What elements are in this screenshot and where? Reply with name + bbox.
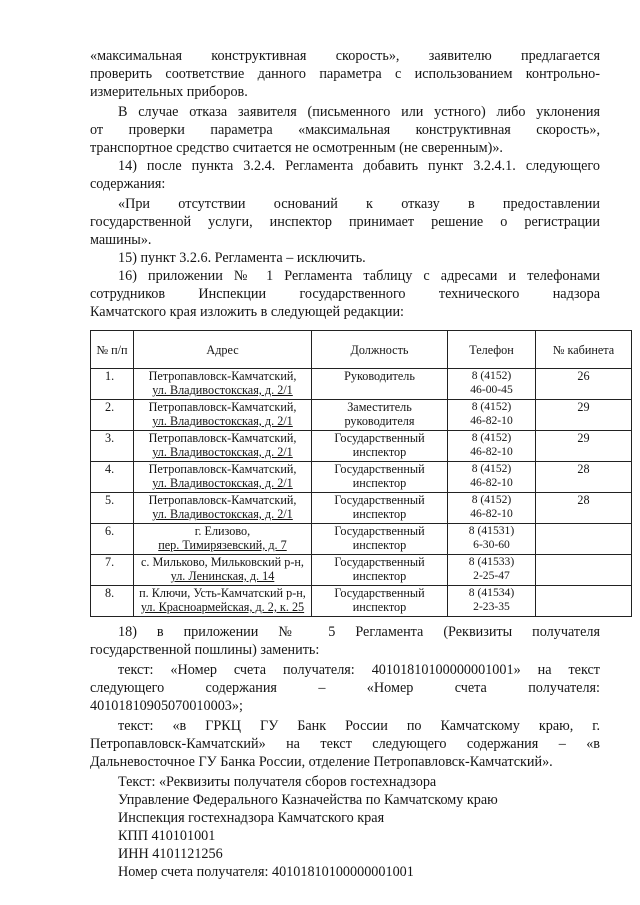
text-line: Номер счета получателя: 40101810100000001001 <box>118 864 414 880</box>
row-cabinet <box>536 586 632 617</box>
phone-number: 46-82-10 <box>470 476 513 489</box>
address-city: Петропавловск-Камчатский, <box>148 400 297 414</box>
address-city: Петропавловск-Камчатский, <box>148 369 297 383</box>
header-cabinet: № кабинета <box>536 331 632 369</box>
phone-code: 8 (41531) <box>468 524 515 537</box>
text-line: Управление Федерального Казначейства по Камчатскому краю <box>118 792 498 808</box>
text-line: КПП 410101001 <box>118 828 216 844</box>
position-line-1: Заместитель <box>347 400 412 414</box>
position-line-2: инспектор <box>352 476 407 490</box>
table-row <box>91 369 632 400</box>
row-position <box>312 369 448 400</box>
position-line-1: Государственный <box>334 431 425 445</box>
text-line: В случае отказа заявителя (письменного или устного) либо уклонения <box>118 104 600 120</box>
row-address <box>134 431 312 462</box>
text-line: «максимальная конструктивная скорость», заявителю предлагается <box>90 48 600 64</box>
header-phone: Телефон <box>448 331 536 369</box>
row-position <box>312 524 448 555</box>
address-street: пер. Тимирязевский, д. 7 <box>158 538 287 552</box>
text-line: «При отсутствии оснований к отказу в предоставлении <box>118 196 600 212</box>
text-line: транспортное средство считается не осмотренным (не сверенным)». <box>90 140 503 156</box>
position-line-2: инспектор <box>352 507 407 521</box>
row-phone <box>448 586 536 617</box>
text-line: 15) пункт 3.2.6. Регламента – исключить. <box>118 250 366 266</box>
text-line: 40101810905070010003»; <box>90 698 243 714</box>
phone-number: 6-30-60 <box>473 538 510 551</box>
address-city: п. Ключи, Усть-Камчатский р-н, <box>139 586 306 600</box>
row-cabinet: 26 <box>536 369 632 400</box>
table-row <box>91 524 632 555</box>
address-street: ул. Владивостокская, д. 2/1 <box>152 383 293 397</box>
text-line: Текст: «Реквизиты получателя сборов гостехнадзора <box>118 774 437 790</box>
text-line: ИНН 4101121256 <box>118 846 223 862</box>
row-cabinet <box>536 555 632 586</box>
text-line: машины». <box>90 232 152 248</box>
row-phone <box>448 462 536 493</box>
header-address: Адрес <box>134 331 312 369</box>
text-line: от проверки параметра «максимальная конструктивная скорость», <box>90 122 600 138</box>
phone-number: 46-82-10 <box>470 507 513 520</box>
row-cabinet: 28 <box>536 462 632 493</box>
phone-number: 2-25-47 <box>473 569 510 582</box>
position-line-1: Государственный <box>334 586 425 600</box>
phone-number: 46-82-10 <box>470 445 513 458</box>
text-line: текст: «Номер счета получателя: 40101810100000001001» на текст <box>118 662 600 678</box>
address-street: ул. Красноармейская, д. 2, к. 25 <box>140 600 305 614</box>
text-line: государственной услуги, инспектор принимает решение о регистрации <box>90 214 600 230</box>
text-line: Дальневосточное ГУ Банка России, отделение Петропавловск-Камчатский». <box>90 754 553 770</box>
inspection-contacts-table <box>90 330 632 617</box>
address-street: ул. Владивостокская, д. 2/1 <box>152 445 293 459</box>
address-city: Петропавловск-Камчатский, <box>148 493 297 507</box>
text-line: следующего содержания – «Номер счета получателя: <box>90 680 600 696</box>
row-address <box>134 555 312 586</box>
address-street: ул. Ленинская, д. 14 <box>170 569 275 583</box>
position-line-1: Государственный <box>334 555 425 569</box>
row-phone <box>448 493 536 524</box>
text-line: Камчатского края изложить в следующей редакции: <box>90 304 404 320</box>
phone-code: 8 (4152) <box>471 369 512 382</box>
phone-code: 8 (41534) <box>468 586 515 599</box>
row-num: 3. <box>91 431 134 462</box>
address-city: с. Мильково, Мильковский р-н, <box>141 555 304 569</box>
text-line: сотрудников Инспекции государственного технического надзора <box>90 286 600 302</box>
phone-code: 8 (4152) <box>471 431 512 444</box>
row-address <box>134 462 312 493</box>
text-line: Петропавловск-Камчатский» на текст следующего содержания – «в <box>90 736 600 752</box>
row-address <box>134 493 312 524</box>
row-cabinet: 29 <box>536 400 632 431</box>
position-line-1: Государственный <box>334 462 425 476</box>
position-line-1: Руководитель <box>344 369 415 383</box>
row-position <box>312 586 448 617</box>
position-line-2: инспектор <box>352 600 407 614</box>
row-address <box>134 400 312 431</box>
row-position <box>312 462 448 493</box>
row-num: 1. <box>91 369 134 400</box>
phone-code: 8 (4152) <box>471 462 512 475</box>
address-street: ул. Владивостокская, д. 2/1 <box>152 476 293 490</box>
row-num: 7. <box>91 555 134 586</box>
row-num: 5. <box>91 493 134 524</box>
row-phone <box>448 524 536 555</box>
address-city: Петропавловск-Камчатский, <box>148 431 297 445</box>
text-line: Инспекция гостехнадзора Камчатского края <box>118 810 385 826</box>
table-row <box>91 400 632 431</box>
text-line: 14) после пункта 3.2.4. Регламента добавить пункт 3.2.4.1. следующего <box>118 158 600 174</box>
row-position <box>312 400 448 431</box>
address-street: ул. Владивостокская, д. 2/1 <box>152 507 293 521</box>
header-num: № п/п <box>91 331 134 369</box>
phone-number: 46-82-10 <box>470 414 513 427</box>
row-phone <box>448 555 536 586</box>
row-position <box>312 493 448 524</box>
row-phone <box>448 431 536 462</box>
text-line: измерительных приборов. <box>90 84 248 100</box>
position-line-2: инспектор <box>352 538 407 552</box>
row-address <box>134 369 312 400</box>
row-address <box>134 586 312 617</box>
row-cabinet <box>536 524 632 555</box>
position-line-1: Государственный <box>334 524 425 538</box>
phone-number: 2-23-35 <box>473 600 510 613</box>
position-line-2: инспектор <box>352 569 407 583</box>
phone-code: 8 (41533) <box>468 555 515 568</box>
table-row <box>91 586 632 617</box>
text-line: содержания: <box>90 176 166 192</box>
address-city: г. Елизово, <box>194 524 251 538</box>
position-line-1: Государственный <box>334 493 425 507</box>
row-cabinet: 29 <box>536 431 632 462</box>
row-cabinet: 28 <box>536 493 632 524</box>
table-row <box>91 462 632 493</box>
table-row <box>91 555 632 586</box>
position-line-2: руководителя <box>344 414 415 428</box>
address-city: Петропавловск-Камчатский, <box>148 462 297 476</box>
phone-code: 8 (4152) <box>471 493 512 506</box>
text-line: 16) приложении № 1 Регламента таблицу с адресами и телефонами <box>118 268 600 284</box>
row-num: 2. <box>91 400 134 431</box>
row-num: 4. <box>91 462 134 493</box>
text-line: 18) в приложении № 5 Регламента (Реквизиты получателя <box>118 624 600 640</box>
table-row <box>91 493 632 524</box>
address-street: ул. Владивостокская, д. 2/1 <box>152 414 293 428</box>
header-position: Должность <box>312 331 448 369</box>
row-phone <box>448 400 536 431</box>
text-line: государственной пошлины) заменить: <box>90 642 320 658</box>
row-address <box>134 524 312 555</box>
text-line: проверить соответствие данного параметра с использованием контрольно- <box>90 66 600 82</box>
table-header-row <box>91 331 632 369</box>
phone-number: 46-00-45 <box>470 383 513 396</box>
row-num: 8. <box>91 586 134 617</box>
row-phone <box>448 369 536 400</box>
position-line-2: инспектор <box>352 445 407 459</box>
text-line: текст: «в ГРКЦ ГУ Банк России по Камчатскому краю, г. <box>118 718 600 734</box>
row-position <box>312 431 448 462</box>
phone-code: 8 (4152) <box>471 400 512 413</box>
row-num: 6. <box>91 524 134 555</box>
table-row <box>91 431 632 462</box>
row-position <box>312 555 448 586</box>
